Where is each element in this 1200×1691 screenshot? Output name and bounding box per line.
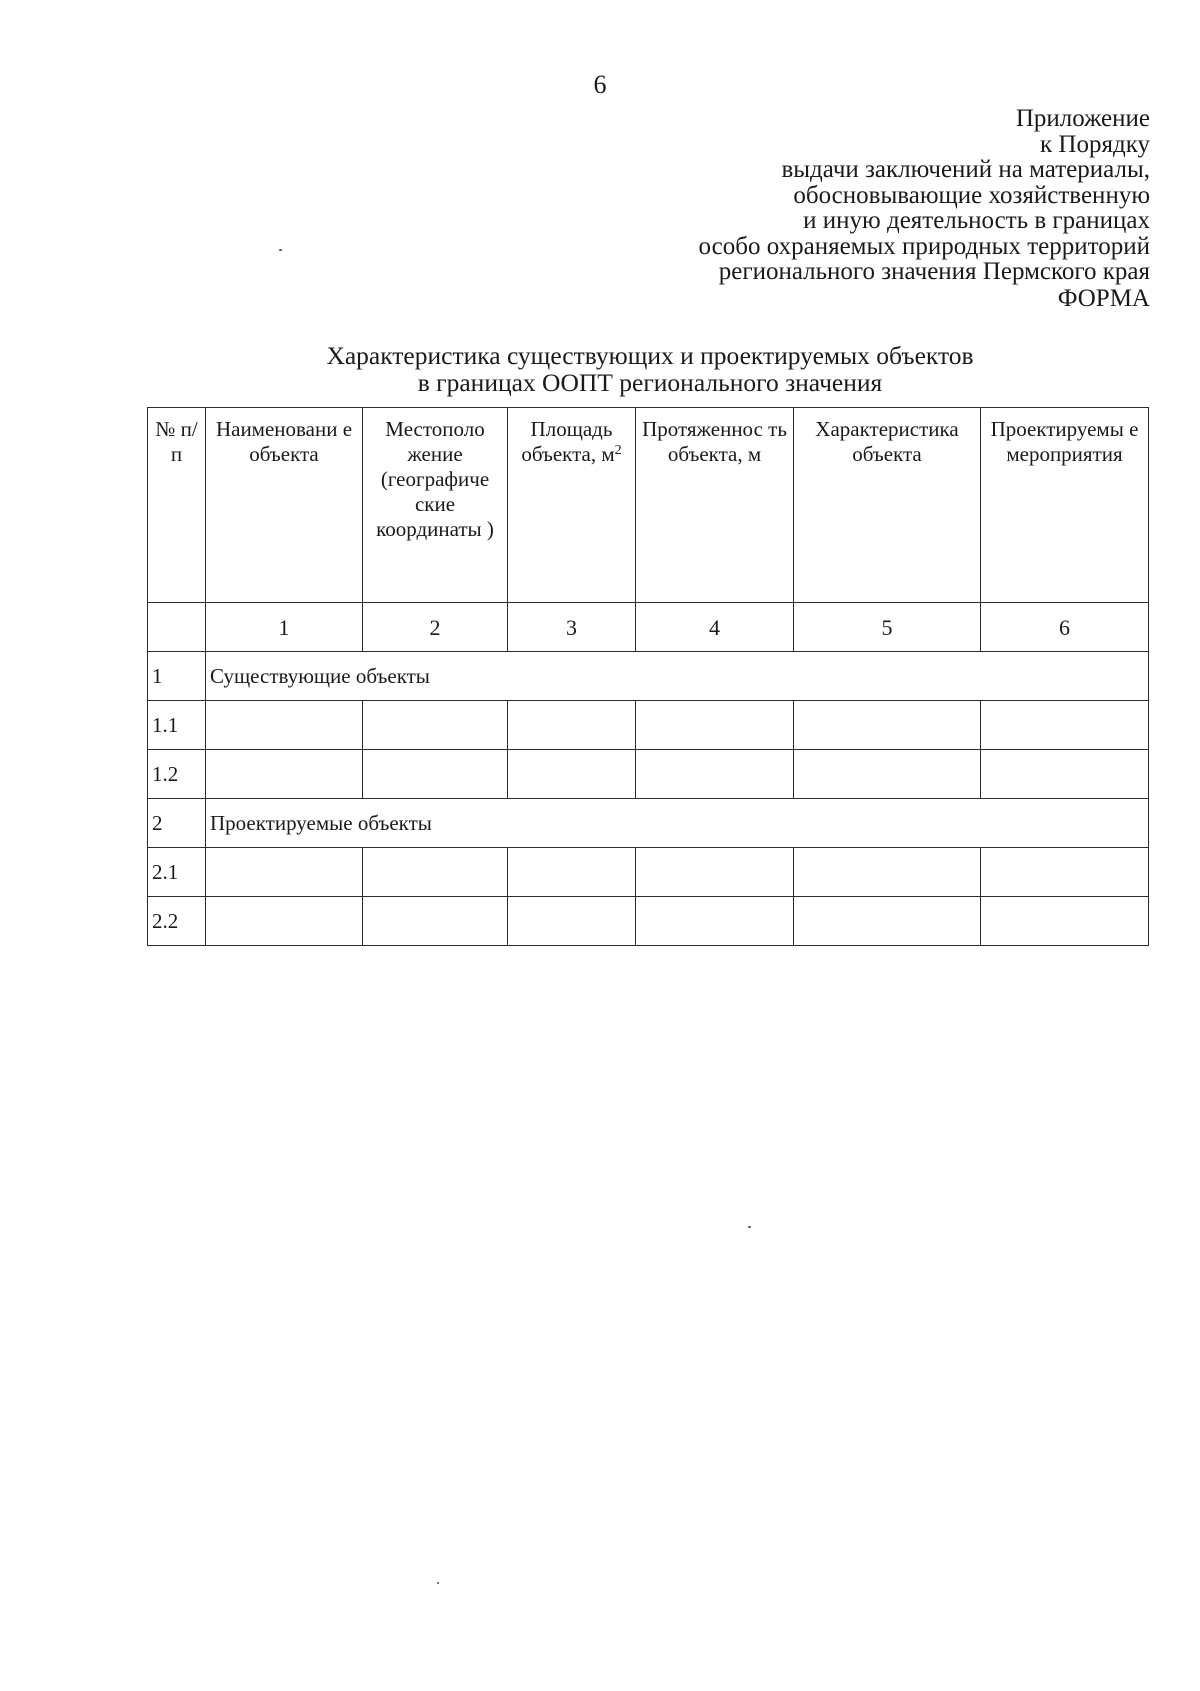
empty-cell [636,750,794,799]
empty-cell [636,848,794,897]
appendix-line: к Порядку [1040,130,1150,158]
section-title: Проектируемые объекты [206,799,1149,848]
header-cell-length: Протяженнос ть объекта, м [636,408,794,603]
empty-cell [794,750,981,799]
empty-cell [206,897,363,946]
empty-cell [363,701,508,750]
empty-cell [363,750,508,799]
column-number-cell: 5 [794,603,981,652]
appendix-line: особо охраняемых природных территорий [698,232,1150,260]
empty-cell [206,848,363,897]
row-number: 2.2 [148,897,206,946]
empty-cell [794,848,981,897]
column-number-cell: 2 [363,603,508,652]
empty-cell [636,897,794,946]
area-unit-superscript: 2 [614,443,622,458]
row-number: 1.1 [148,701,206,750]
empty-cell [508,750,636,799]
section-number: 1 [148,652,206,701]
table-row [148,750,1149,799]
column-number-cell: 6 [981,603,1149,652]
section-row-existing [148,652,1149,701]
appendix-line: регионального значения Пермского края [718,258,1150,285]
empty-cell [206,750,363,799]
appendix-line: выдачи заключений на материалы, [781,156,1150,183]
column-number-row [148,603,1149,652]
appendix-line: Приложение [1015,105,1150,132]
table-title-line-2: в границах ООПТ регионального значения [417,368,883,397]
empty-cell [794,701,981,750]
empty-cell [981,897,1149,946]
header-cell-number: № п/п [148,408,206,603]
section-number: 2 [148,799,206,848]
header-area-label: Площадь объекта, м [521,417,615,466]
section-row-projected [148,799,1149,848]
section-title: Существующие объекты [206,652,1149,701]
empty-cell [363,848,508,897]
appendix-header [450,106,1150,311]
empty-cell [794,897,981,946]
empty-cell [508,701,636,750]
scan-speck [437,1582,439,1584]
page-number: 6 [593,70,607,99]
empty-cell [636,701,794,750]
table-row [148,848,1149,897]
column-number-cell: 4 [636,603,794,652]
header-row [148,408,1149,603]
table-row [148,897,1149,946]
header-cell-area [508,408,636,603]
appendix-line: и иную деятельность в границах [803,207,1150,234]
scan-speck [748,1226,751,1228]
empty-cell [508,897,636,946]
form-label: ФОРМА [1057,284,1150,312]
appendix-line: обосновывающие хозяйственную [793,181,1150,209]
empty-cell [508,848,636,897]
scan-speck [279,249,282,251]
header-cell-characteristic: Характеристика объекта [794,408,981,603]
column-number-cell: 3 [508,603,636,652]
column-number-cell: 1 [206,603,363,652]
header-cell-measures: Проектируемы е мероприятия [981,408,1149,603]
header-cell-name: Наименовани е объекта [206,408,363,603]
empty-cell [363,897,508,946]
empty-cell [981,848,1149,897]
table-title [140,342,1160,396]
empty-cell [206,701,363,750]
header-cell-location: Местополо жение (географиче ские координаты ) [363,408,508,603]
row-number: 1.2 [148,750,206,799]
empty-cell [981,750,1149,799]
row-number: 2.1 [148,848,206,897]
column-number-cell [148,603,206,652]
table-title-line-1: Характеристика существующих и проектируемых объектов [326,341,974,370]
objects-table [147,407,1149,946]
empty-cell [981,701,1149,750]
table-row [148,701,1149,750]
